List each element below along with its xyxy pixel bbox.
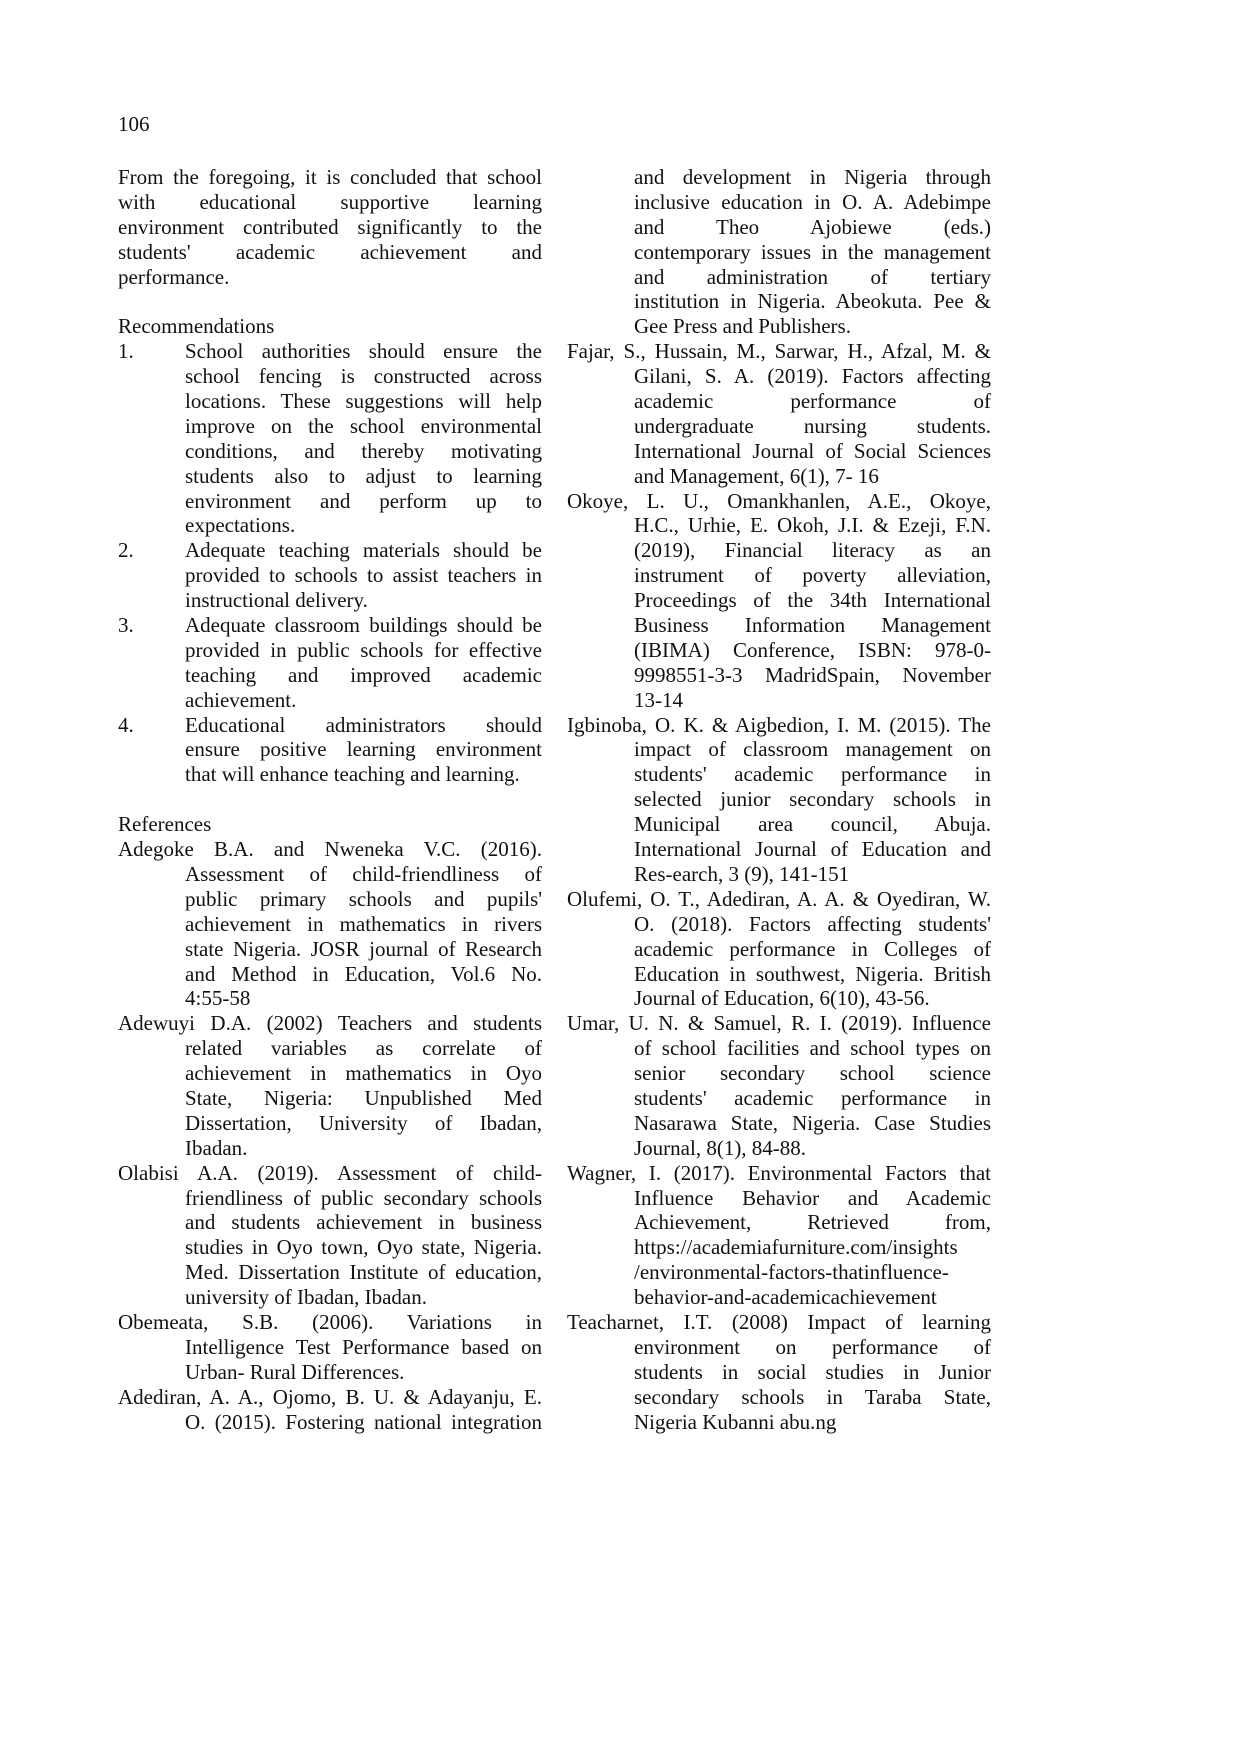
spacer — [118, 289, 542, 314]
text-line: related variables as correlate of — [185, 1036, 542, 1061]
text-line: and Management, 6(1), 7- 16 — [634, 463, 879, 488]
conclusion-paragraph — [118, 165, 542, 289]
text-line: school fencing is constructed across — [185, 364, 542, 389]
text-line: of school facilities and school types on — [634, 1036, 991, 1061]
reference-first-line: Adediran, A. A., Ojomo, B. U. & Adayanju, E. — [118, 1384, 542, 1409]
references-section — [118, 812, 542, 1434]
reference-first-line: Okoye, L. U., Omankhanlen, A.E., Okoye, — [567, 488, 991, 513]
text-line: academic performance of — [634, 389, 991, 414]
text-line: students' academic performance in — [634, 1085, 991, 1110]
text-line: that will enhance teaching and learning. — [185, 762, 520, 787]
text-line: Nasarawa State, Nigeria. Case Studies — [634, 1110, 991, 1135]
text-line: contemporary issues in the management — [634, 239, 991, 264]
text-line: and students achievement in business — [185, 1210, 542, 1235]
reference-first-line: Teacharnet, I.T. (2008) Impact of learning — [567, 1309, 991, 1334]
text-line: O. (2015). Fostering national integration — [185, 1409, 542, 1434]
text-line: selected junior secondary schools in — [634, 787, 991, 812]
text-line: From the foregoing, it is concluded that school — [118, 165, 542, 189]
text-line: Education in southwest, Nigeria. British — [634, 961, 991, 986]
text-line: Business Information Management — [634, 613, 991, 638]
text-line: institution in Nigeria. Abeokuta. Pee & — [634, 289, 991, 314]
item-number: 4. — [118, 712, 134, 737]
text-line: Adequate teaching materials should be — [185, 538, 542, 563]
recommendation-item — [118, 538, 542, 613]
reference-first-line: Obemeata, S.B. (2006). Variations in — [118, 1309, 542, 1334]
text-line: senior secondary school science — [634, 1061, 991, 1086]
text-line: School authorities should ensure the — [185, 339, 542, 364]
text-line: with educational supportive learning — [118, 189, 542, 214]
text-line: International Journal of Education and — [634, 837, 991, 862]
reference-url-line: behavior-and-academicachievement — [634, 1285, 937, 1310]
text-line: students' academic achievement and — [118, 239, 542, 264]
reference-entry — [567, 489, 991, 713]
reference-entry — [118, 1310, 542, 1385]
reference-first-line: Adewuyi D.A. (2002) Teachers and students — [118, 1011, 542, 1036]
text-line: public primary schools and pupils' — [185, 886, 542, 911]
references-heading: References — [118, 812, 212, 837]
text-line: locations. These suggestions will help — [185, 389, 542, 414]
text-line: (2019), Financial literacy as an — [634, 538, 991, 563]
item-number: 3. — [118, 613, 134, 638]
text-line: instrument of poverty alleviation, — [634, 563, 991, 588]
text-line: H.C., Urhie, E. Okoh, J.I. & Ezeji, F.N. — [634, 513, 991, 538]
text-line: Journal, 8(1), 84-88. — [634, 1135, 807, 1160]
reference-entry — [567, 713, 991, 887]
text-line: state Nigeria. JOSR journal of Research — [185, 936, 542, 961]
text-line: friendliness of public secondary schools — [185, 1185, 542, 1210]
reference-entry — [118, 1385, 542, 1435]
text-line: Dissertation, University of Ibadan, — [185, 1110, 542, 1135]
text-line: impact of classroom management on — [634, 737, 991, 762]
text-line: students' academic performance in — [634, 762, 991, 787]
text-line: achievement in mathematics in rivers — [185, 911, 542, 936]
text-line: O. (2018). Factors affecting students' — [634, 911, 991, 936]
recommendation-item — [118, 339, 542, 538]
reference-first-line: Fajar, S., Hussain, M., Sarwar, H., Afzal, M. & — [567, 339, 991, 364]
text-line: 13-14 — [634, 687, 683, 712]
text-line: undergraduate nursing students. — [634, 413, 991, 438]
text-line: Adequate classroom buildings should be — [185, 613, 542, 638]
text-line: improve on the school environmental — [185, 413, 542, 438]
reference-first-line: Olabisi A.A. (2019). Assessment of child- — [118, 1160, 542, 1185]
text-line: 4:55-58 — [185, 986, 251, 1011]
text-line: environment and perform up to — [185, 488, 542, 513]
reference-first-line: Olufemi, O. T., Adediran, A. A. & Oyediran, W. — [567, 886, 991, 911]
left-column — [118, 165, 542, 1434]
recommendation-item — [118, 713, 542, 788]
text-line: Intelligence Test Performance based on — [185, 1334, 542, 1359]
reference-url-line: /environmental-factors-thatinfluence- — [634, 1260, 949, 1285]
text-line: teaching and improved academic — [185, 662, 542, 687]
text-line: ensure positive learning environment — [185, 737, 542, 762]
text-line: performance. — [118, 264, 230, 289]
text-line: International Journal of Social Sciences — [634, 438, 991, 463]
text-line: expectations. — [185, 513, 296, 538]
text-line: secondary schools in Taraba State, — [634, 1384, 991, 1409]
reference-entry — [118, 837, 542, 1011]
reference-entry — [567, 1161, 991, 1310]
text-line: and Method in Education, Vol.6 No. — [185, 961, 542, 986]
reference-url-line: https://academiafurniture.com/insights — [634, 1235, 958, 1260]
text-line: achievement in mathematics in Oyo — [185, 1061, 542, 1086]
text-line: provided in public schools for effective — [185, 637, 542, 662]
text-line: Res-earch, 3 (9), 141-151 — [634, 861, 850, 886]
text-line: and administration of tertiary — [634, 264, 991, 289]
text-line: Proceedings of the 34th International — [634, 588, 991, 613]
text-line: instructional delivery. — [185, 588, 368, 613]
text-line: inclusive education in O. A. Adebimpe — [634, 189, 991, 214]
text-line: State, Nigeria: Unpublished Med — [185, 1085, 542, 1110]
right-column — [567, 165, 991, 1434]
text-line: students in social studies in Junior — [634, 1359, 991, 1384]
spacer — [118, 787, 542, 812]
text-line: Educational administrators should — [185, 712, 542, 737]
text-line: studies in Oyo town, Oyo state, Nigeria. — [185, 1235, 542, 1260]
reference-entry — [118, 1011, 542, 1160]
text-line: Med. Dissertation Institute of education, — [185, 1260, 542, 1285]
text-line: environment contributed significantly to the — [118, 214, 542, 239]
reference-first-line: Umar, U. N. & Samuel, R. I. (2019). Influence — [567, 1011, 991, 1036]
reference-first-line: Adegoke B.A. and Nweneka V.C. (2016). — [118, 837, 542, 862]
item-number: 1. — [118, 339, 134, 364]
text-line: Influence Behavior and Academic — [634, 1185, 991, 1210]
text-line: 9998551-3-3 MadridSpain, November — [634, 662, 991, 687]
recommendations-heading: Recommendations — [118, 314, 275, 339]
text-line: (IBIMA) Conference, ISBN: 978-0- — [634, 637, 991, 662]
reference-entry — [567, 1011, 991, 1160]
text-line: Urban- Rural Differences. — [185, 1359, 405, 1384]
reference-continuation — [567, 165, 991, 339]
reference-entry — [567, 887, 991, 1011]
item-number: 2. — [118, 538, 134, 563]
text-line: Gilani, S. A. (2019). Factors affecting — [634, 364, 991, 389]
reference-first-line: Igbinoba, O. K. & Aigbedion, I. M. (2015). The — [567, 712, 991, 737]
text-line: students also to adjust to learning — [185, 463, 542, 488]
page-number: 106 — [118, 112, 150, 136]
text-line: Assessment of child-friendliness of — [185, 861, 542, 886]
reference-entry — [567, 339, 991, 488]
text-line: university of Ibadan, Ibadan. — [185, 1285, 428, 1310]
text-line: Municipal area council, Abuja. — [634, 812, 991, 837]
text-line: provided to schools to assist teachers in — [185, 563, 542, 588]
text-line: and Theo Ajobiewe (eds.) — [634, 214, 991, 239]
text-line: Nigeria Kubanni abu.ng — [634, 1409, 837, 1434]
text-line: Ibadan. — [185, 1135, 248, 1160]
text-line: conditions, and thereby motivating — [185, 438, 542, 463]
text-line: and development in Nigeria through — [634, 165, 991, 189]
text-line: academic performance in Colleges of — [634, 936, 991, 961]
recommendation-item — [118, 613, 542, 713]
text-line: Gee Press and Publishers. — [634, 314, 851, 339]
recommendations-section — [118, 314, 542, 787]
reference-entry — [567, 1310, 991, 1434]
text-line: environment on performance of — [634, 1334, 991, 1359]
reference-first-line: Wagner, I. (2017). Environmental Factors that — [567, 1160, 991, 1185]
text-line: Achievement, Retrieved from, — [634, 1210, 991, 1235]
text-line: Journal of Education, 6(10), 43-56. — [634, 986, 930, 1011]
reference-entry — [118, 1161, 542, 1310]
text-line: achievement. — [185, 687, 297, 712]
